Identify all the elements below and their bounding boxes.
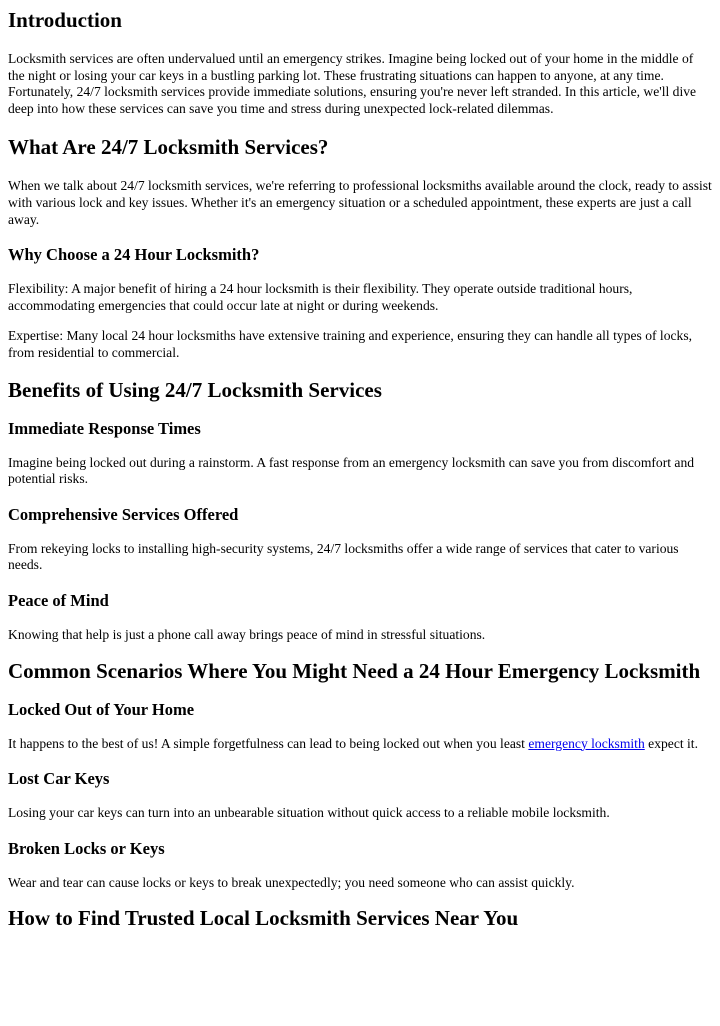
lost-car-keys-paragraph: Losing your car keys can turn into an unbearable situation without quick access to a reliable mobile locksmith.	[8, 805, 610, 821]
emergency-locksmith-link[interactable]: emergency locksmith	[528, 735, 645, 751]
benefits-heading: Benefits of Using 24/7 Locksmith Services	[8, 377, 382, 402]
broken-locks-paragraph: Wear and tear can cause locks or keys to break unexpectedly; you need someone who can assist quickly.	[8, 874, 575, 890]
immediate-response-heading: Immediate Response Times	[8, 418, 201, 438]
peace-of-mind-heading: Peace of Mind	[8, 590, 109, 610]
comprehensive-services-paragraph: From rekeying locks to installing high-security systems, 24/7 locksmiths offer a wide range of services that cater to various needs.	[8, 540, 679, 573]
locked-out-paragraph	[8, 736, 712, 753]
expertise-paragraph: Expertise: Many local 24 hour locksmiths have extensive training and experience, ensuring they can handle all types of locks, from residential to commercial.	[8, 328, 693, 360]
comprehensive-services-heading: Comprehensive Services Offered	[8, 504, 239, 524]
what-are-services-heading: What Are 24/7 Locksmith Services?	[8, 135, 329, 160]
introduction-paragraph: Locksmith services are often undervalued until an emergency strikes. Imagine being locked out of your home in the middle of the night or losing your car keys in a bustling parking lot. These frustrating situations can happen to anyone, at any time. Fortunately, 24/7 locksmith services provide immediate solutions, ensuring you're never left stranded. In this article, we'll dive deep into how these services can save you time and stress during unexpected lock-related dilemmas.	[8, 51, 697, 116]
flexibility-paragraph: Flexibility: A major benefit of hiring a 24 hour locksmith is their flexibility. They operate outside traditional hours, accommodating emergencies that could occur late at night or during weekends.	[8, 281, 633, 313]
locked-out-heading: Locked Out of Your Home	[8, 699, 195, 719]
locked-out-text-after-link: expect it.	[644, 735, 698, 751]
common-scenarios-heading: Common Scenarios Where You Might Need a 24 Hour Emergency Locksmith	[8, 658, 701, 683]
article	[0, 8, 720, 931]
find-trusted-locksmith-heading: How to Find Trusted Local Locksmith Services Near You	[8, 906, 519, 931]
why-choose-heading: Why Choose a 24 Hour Locksmith?	[8, 245, 260, 265]
immediate-response-paragraph: Imagine being locked out during a rainstorm. A fast response from an emergency locksmith can save you from discomfort and potential risks.	[8, 454, 695, 487]
lost-car-keys-heading: Lost Car Keys	[8, 769, 110, 789]
locked-out-text-before-link: It happens to the best of us! A simple forgetfulness can lead to being locked out when you least	[8, 735, 529, 751]
peace-of-mind-paragraph: Knowing that help is just a phone call away brings peace of mind in stressful situations.	[8, 626, 486, 642]
broken-locks-heading: Broken Locks or Keys	[8, 838, 165, 858]
what-are-services-paragraph: When we talk about 24/7 locksmith services, we're referring to professional locksmiths available around the clock, ready to assist with various lock and key issues. Whether it's an emergency situation or a scheduled appointment, these experts are just a call away.	[8, 178, 712, 227]
introduction-heading: Introduction	[8, 8, 122, 32]
